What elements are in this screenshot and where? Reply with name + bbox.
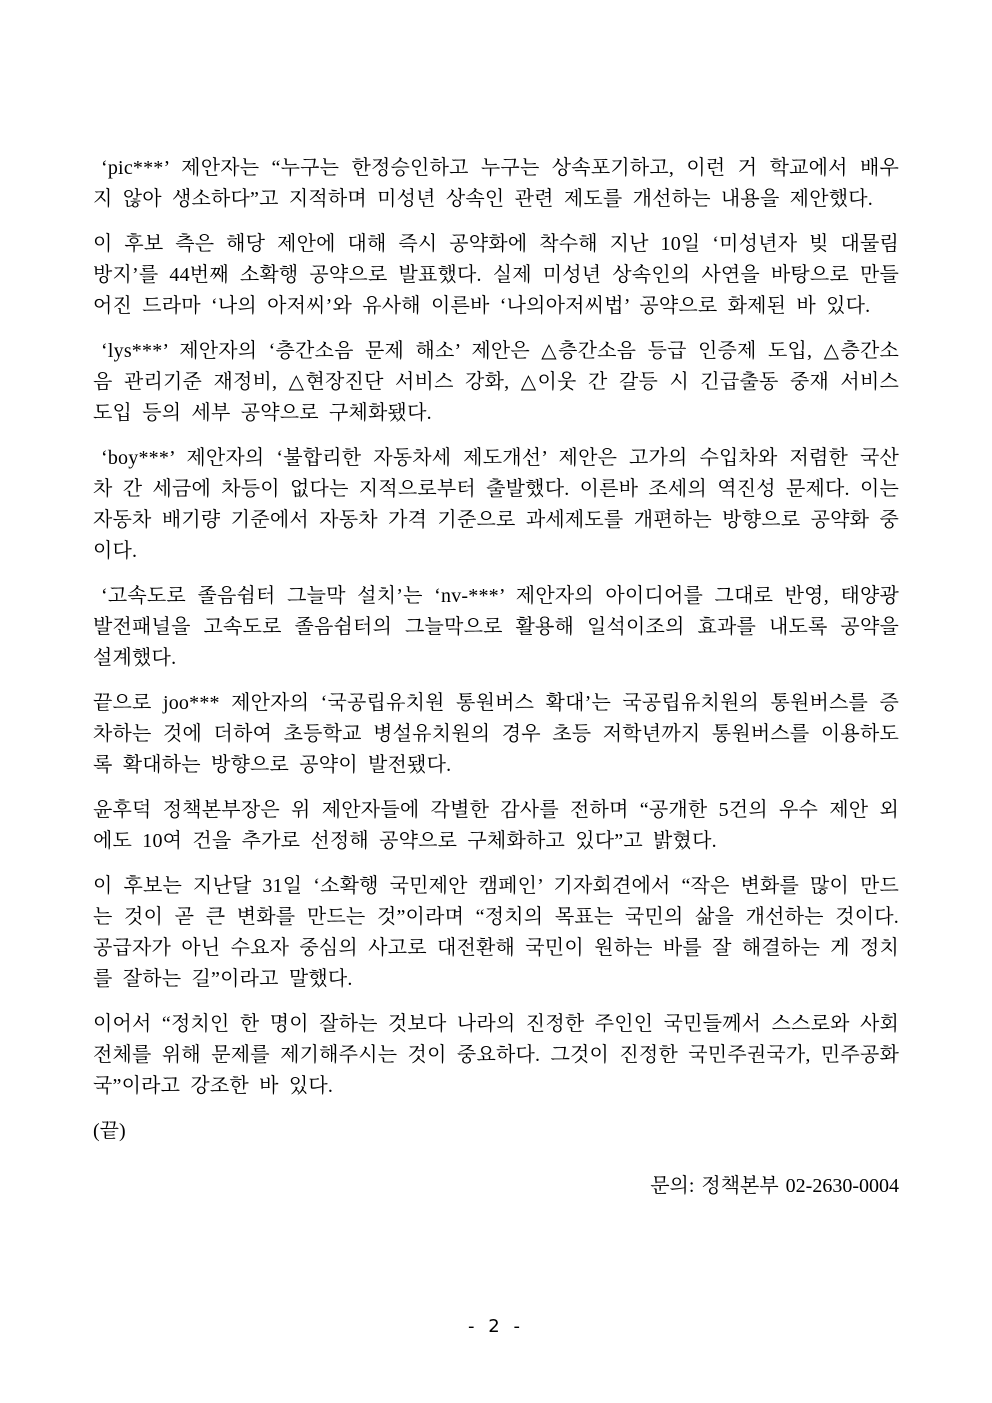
paragraph-2: 이 후보 측은 해당 제안에 대해 즉시 공약화에 착수해 지난 10일 ‘미성년자 빚 대물림 방지’를 44번째 소확행 공약으로 발표했다. 실제 미성년 상속인의 사연을 바탕으로 만들어진 드라마 ‘나의 아저씨’와 유사해 이른바 ‘나의아저씨법’ 공약으로 화제된 바 있다. bbox=[93, 233, 899, 317]
document-body bbox=[93, 153, 899, 1202]
contact-line: 문의: 정책본부 02-2630-0004 bbox=[650, 1175, 899, 1197]
page-number: - 2 - bbox=[468, 1316, 524, 1337]
end-mark: (끝) bbox=[93, 1120, 126, 1142]
paragraph-4: ‘boy***’ 제안자의 ‘불합리한 자동차세 제도개선’ 제안은 고가의 수입차와 저렴한 국산차 간 세금에 차등이 없다는 지적으로부터 출발했다. 이른바 조세의 역진성 문제다. 이는 자동차 배기량 기준에서 자동차 가격 기준으로 과세제도를 개편하는 방향으로 공약화 중이다. bbox=[93, 447, 899, 562]
paragraph-5: ‘고속도로 졸음쉼터 그늘막 설치’는 ‘nv-***’ 제안자의 아이디어를 그대로 반영, 태양광 발전패널을 고속도로 졸음쉼터의 그늘막으로 활용해 일석이조의 효과를 내도록 공약을 설계했다. bbox=[93, 585, 899, 669]
paragraph-9: 이어서 “정치인 한 명이 잘하는 것보다 나라의 진정한 주인인 국민들께서 스스로와 사회 전체를 위해 문제를 제기해주시는 것이 중요하다. 그것이 진정한 국민주권국가, 민주공화국”이라고 강조한 바 있다. bbox=[93, 1013, 899, 1097]
paragraph-1: ‘pic***’ 제안자는 “누구는 한정승인하고 누구는 상속포기하고, 이런 거 학교에서 배우지 않아 생소하다”고 지적하며 미성년 상속인 관련 제도를 개선하는 내용을 제안했다. bbox=[93, 157, 899, 210]
paragraph-8: 이 후보는 지난달 31일 ‘소확행 국민제안 캠페인’ 기자회견에서 “작은 변화를 많이 만드는 것이 곧 큰 변화를 만드는 것”이라며 “정치의 목표는 국민의 삶을 개선하는 것이다. 공급자가 아닌 수요자 중심의 사고로 대전환해 국민이 원하는 바를 잘 해결하는 게 정치를 잘하는 길”이라고 말했다. bbox=[93, 875, 899, 990]
paragraph-6: 끝으로 joo*** 제안자의 ‘국공립유치원 통원버스 확대’는 국공립유치원의 통원버스를 증차하는 것에 더하여 초등학교 병설유치원의 경우 초등 저학년까지 통원버스를 이용하도록 확대하는 방향으로 공약이 발전됐다. bbox=[93, 692, 899, 776]
paragraph-3: ‘lys***’ 제안자의 ‘층간소음 문제 해소’ 제안은 △층간소음 등급 인증제 도입, △층간소음 관리기준 재정비, △현장진단 서비스 강화, △이웃 간 갈등 시 긴급출동 중재 서비스 도입 등의 세부 공약으로 구체화됐다. bbox=[93, 340, 899, 424]
paragraph-7: 윤후덕 정책본부장은 위 제안자들에 각별한 감사를 전하며 “공개한 5건의 우수 제안 외에도 10여 건을 추가로 선정해 공약으로 구체화하고 있다”고 밝혔다. bbox=[93, 799, 899, 852]
